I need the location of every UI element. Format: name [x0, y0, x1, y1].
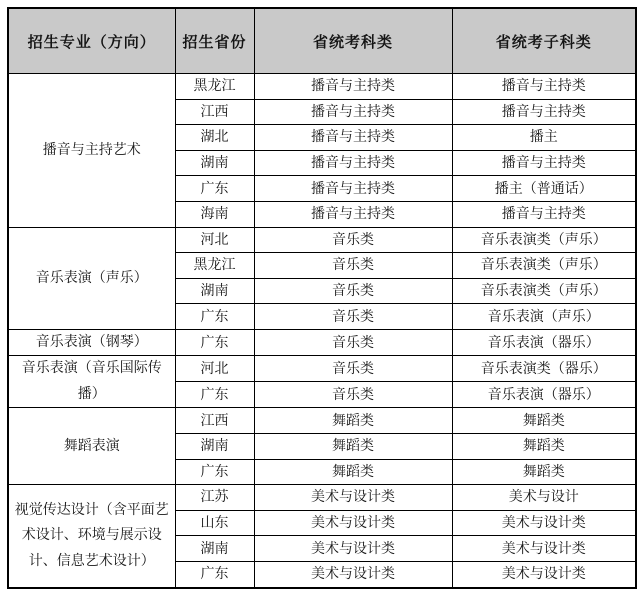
- province-cell: 湖南: [175, 536, 254, 562]
- category-cell: 音乐类: [254, 304, 452, 330]
- admission-table: [7, 7, 637, 589]
- header-category: 省统考科类: [254, 8, 452, 74]
- category-cell: 音乐类: [254, 278, 452, 304]
- subcategory-cell: 舞蹈类: [452, 434, 636, 460]
- subcategory-cell: 播音与主持类: [452, 74, 636, 100]
- major-cell: 音乐表演（钢琴）: [8, 329, 175, 356]
- subcategory-cell: 播音与主持类: [452, 201, 636, 227]
- category-cell: 播音与主持类: [254, 99, 452, 125]
- category-cell: 音乐类: [254, 356, 452, 382]
- province-cell: 江西: [175, 99, 254, 125]
- province-cell: 山东: [175, 510, 254, 536]
- province-cell: 广东: [175, 329, 254, 356]
- subcategory-cell: 音乐表演类（声乐）: [452, 227, 636, 253]
- province-cell: 河北: [175, 227, 254, 253]
- major-cell: 音乐表演（音乐国际传播）: [8, 356, 175, 408]
- table-row: [8, 356, 636, 382]
- category-cell: 播音与主持类: [254, 201, 452, 227]
- category-cell: 舞蹈类: [254, 459, 452, 485]
- province-cell: 湖南: [175, 278, 254, 304]
- header-subcategory: 省统考子科类: [452, 8, 636, 74]
- category-cell: 播音与主持类: [254, 176, 452, 202]
- subcategory-cell: 播主（普通话）: [452, 176, 636, 202]
- category-cell: 美术与设计类: [254, 510, 452, 536]
- header-province: 招生省份: [175, 8, 254, 74]
- province-cell: 黑龙江: [175, 253, 254, 279]
- province-cell: 海南: [175, 201, 254, 227]
- category-cell: 音乐类: [254, 253, 452, 279]
- table-row: [8, 74, 636, 100]
- subcategory-cell: 播音与主持类: [452, 150, 636, 176]
- category-cell: 播音与主持类: [254, 150, 452, 176]
- subcategory-cell: 播音与主持类: [452, 99, 636, 125]
- category-cell: 美术与设计类: [254, 562, 452, 588]
- table-row: [8, 408, 636, 434]
- province-cell: 黑龙江: [175, 74, 254, 100]
- major-cell: 播音与主持艺术: [8, 74, 175, 228]
- subcategory-cell: 音乐表演类（声乐）: [452, 253, 636, 279]
- table-row: [8, 329, 636, 356]
- subcategory-cell: 音乐表演类（器乐）: [452, 356, 636, 382]
- category-cell: 音乐类: [254, 382, 452, 408]
- province-cell: 广东: [175, 382, 254, 408]
- header-row: [8, 8, 636, 74]
- subcategory-cell: 音乐表演（声乐）: [452, 304, 636, 330]
- province-cell: 广东: [175, 562, 254, 588]
- province-cell: 广东: [175, 176, 254, 202]
- subcategory-cell: 播主: [452, 125, 636, 151]
- category-cell: 美术与设计类: [254, 536, 452, 562]
- province-cell: 江西: [175, 408, 254, 434]
- category-cell: 播音与主持类: [254, 125, 452, 151]
- major-cell: 视觉传达设计（含平面艺术设计、环境与展示设计、信息艺术设计）: [8, 485, 175, 588]
- table-row: [8, 227, 636, 253]
- subcategory-cell: 音乐表演（器乐）: [452, 382, 636, 408]
- category-cell: 舞蹈类: [254, 408, 452, 434]
- subcategory-cell: 美术与设计: [452, 485, 636, 511]
- subcategory-cell: 舞蹈类: [452, 459, 636, 485]
- category-cell: 音乐类: [254, 329, 452, 356]
- table-body: [8, 74, 636, 588]
- province-cell: 湖北: [175, 125, 254, 151]
- subcategory-cell: 音乐表演（器乐）: [452, 329, 636, 356]
- category-cell: 播音与主持类: [254, 74, 452, 100]
- category-cell: 音乐类: [254, 227, 452, 253]
- province-cell: 江苏: [175, 485, 254, 511]
- subcategory-cell: 美术与设计类: [452, 536, 636, 562]
- subcategory-cell: 美术与设计类: [452, 562, 636, 588]
- subcategory-cell: 音乐表演类（声乐）: [452, 278, 636, 304]
- header-major: 招生专业（方向）: [8, 8, 175, 74]
- major-cell: 音乐表演（声乐）: [8, 227, 175, 329]
- category-cell: 美术与设计类: [254, 485, 452, 511]
- subcategory-cell: 美术与设计类: [452, 510, 636, 536]
- category-cell: 舞蹈类: [254, 434, 452, 460]
- table-header: [8, 8, 636, 74]
- subcategory-cell: 舞蹈类: [452, 408, 636, 434]
- major-cell: 舞蹈表演: [8, 408, 175, 485]
- province-cell: 河北: [175, 356, 254, 382]
- province-cell: 湖南: [175, 150, 254, 176]
- province-cell: 广东: [175, 459, 254, 485]
- province-cell: 湖南: [175, 434, 254, 460]
- table-row: [8, 485, 636, 511]
- province-cell: 广东: [175, 304, 254, 330]
